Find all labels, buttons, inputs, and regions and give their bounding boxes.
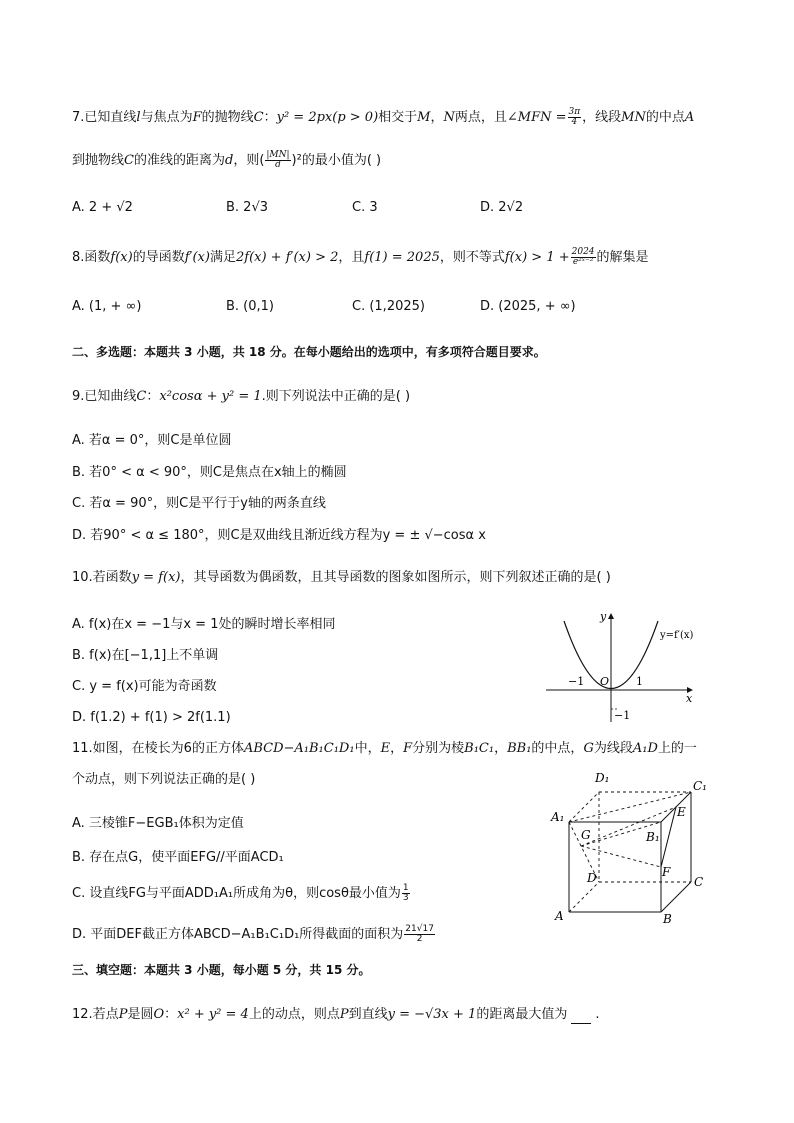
q8-text: ，且 bbox=[338, 250, 365, 265]
q7-text: )²的最小值为( ) bbox=[291, 153, 382, 168]
q8-text: 8.函数 bbox=[72, 250, 111, 265]
q9-text: .则下列说法中正确的是( ) bbox=[261, 389, 411, 404]
q12-math: y = −√3x + 1 bbox=[387, 1007, 477, 1022]
q10-option-c[interactable]: C. y = f(x)可能为奇函数 bbox=[72, 679, 217, 694]
q11-text: ， bbox=[390, 741, 404, 756]
q11-option-d[interactable] bbox=[72, 925, 436, 944]
q10-text: 10.若函数 bbox=[72, 570, 132, 585]
q7-text: 的准线的距离为 bbox=[133, 153, 225, 168]
tick-label-pos1: 1 bbox=[636, 675, 643, 688]
q12-stem bbox=[72, 1006, 599, 1024]
q12-math: O bbox=[153, 1007, 165, 1022]
q8-text: ，则不等式 bbox=[439, 250, 505, 265]
y-axis-label: y bbox=[600, 610, 607, 623]
q8-math: f(x) bbox=[110, 250, 133, 265]
q9-math: x²cosα + y² = 1 bbox=[159, 389, 262, 404]
q7-line2 bbox=[72, 151, 381, 170]
q12-math: x² + y² = 4 bbox=[177, 1007, 249, 1022]
q7-math: y² = 2px(p > 0) bbox=[276, 110, 379, 125]
q11-option-c[interactable] bbox=[72, 884, 411, 903]
origin-label: O bbox=[600, 675, 610, 688]
q7-line1 bbox=[72, 108, 694, 127]
q11-option-b[interactable]: B. 存在点G，使平面EFG//平面ACD₁ bbox=[72, 850, 284, 865]
label-a: A bbox=[555, 909, 564, 923]
tick-label-neg1: −1 bbox=[568, 675, 585, 688]
x-axis-label: x bbox=[686, 692, 693, 705]
q7-math: A bbox=[684, 110, 695, 125]
edge bbox=[661, 882, 691, 912]
q10-text: ，其导函数为偶函数，且其导函数的图象如图所示，则下列叙述正确的是( ) bbox=[180, 570, 611, 585]
q7-angle-fraction: $\frac{3\pi}{4}$ bbox=[568, 107, 581, 127]
q10-option-b[interactable]: B. f(x)在[−1,1]上不单调 bbox=[72, 648, 219, 663]
q11-math: B₁C₁ bbox=[464, 741, 495, 756]
q7-math: MN bbox=[621, 110, 646, 125]
q10-stem bbox=[72, 569, 611, 587]
segment-gf bbox=[581, 846, 661, 867]
q12-text: 上的动点，则点 bbox=[248, 1007, 340, 1022]
q7-text: ： bbox=[263, 110, 277, 125]
q12-answer-blank[interactable] bbox=[571, 1011, 591, 1024]
q9-option-d[interactable]: D. 若90° < α ≤ 180°，则C是双曲线且渐近线方程为y = ± √−cosα x bbox=[72, 528, 486, 543]
q7-math: F bbox=[192, 110, 202, 125]
q12-text: 到直线 bbox=[348, 1007, 388, 1022]
q9-option-a[interactable]: A. 若α = 0°，则C是单位圆 bbox=[72, 433, 232, 448]
q12-math: P bbox=[118, 1007, 128, 1022]
label-b1: B₁ bbox=[646, 830, 660, 844]
label-b: B bbox=[663, 912, 672, 926]
q9-stem bbox=[72, 388, 410, 406]
q11-math: ABCD−A₁B₁C₁D₁ bbox=[243, 741, 355, 756]
q11-text: ， bbox=[494, 741, 508, 756]
q7-text: 相交于 bbox=[378, 110, 418, 125]
q8-option-b[interactable]: B. (0,1) bbox=[226, 299, 275, 314]
q9-option-c[interactable]: C. 若α = 90°，则C是平行于y轴的两条直线 bbox=[72, 496, 326, 511]
q11-option-a[interactable]: A. 三棱锥F−EGB₁体积为定值 bbox=[72, 816, 244, 831]
q7-math: C bbox=[253, 110, 264, 125]
q8-math: f(1) = 2025 bbox=[364, 250, 440, 265]
q11-math: G bbox=[583, 741, 594, 756]
q7-math: l bbox=[136, 110, 141, 125]
q7-text: 7.已知直线 bbox=[72, 110, 137, 125]
q7-option-d[interactable]: D. 2√2 bbox=[480, 200, 524, 215]
q8-math: f′(x) bbox=[184, 250, 210, 265]
q7-math: d bbox=[224, 153, 234, 168]
segment-ge bbox=[581, 807, 676, 846]
q9-text: ： bbox=[146, 389, 160, 404]
q7-option-b[interactable]: B. 2√3 bbox=[226, 200, 269, 215]
q8-math: 2f(x) + f′(x) > 2 bbox=[235, 250, 339, 265]
q7-option-a[interactable]: A. 2 + √2 bbox=[72, 200, 133, 215]
hidden-edge bbox=[569, 792, 599, 822]
q7-math: C bbox=[124, 153, 134, 168]
q8-fraction: $\frac{2024}{\text{e²ˣ⁻²}}$ bbox=[571, 247, 595, 267]
section-3-header: 三、填空题：本题共 3 小题，每小题 5 分，共 15 分。 bbox=[72, 963, 371, 977]
q10-option-a[interactable]: A. f(x)在x = −1与x = 1处的瞬时增长率相同 bbox=[72, 617, 336, 632]
q8-text: 的导函数 bbox=[132, 250, 185, 265]
label-g: G bbox=[581, 828, 591, 842]
q7-text: 到抛物线 bbox=[72, 153, 125, 168]
q12-math: P bbox=[339, 1007, 349, 1022]
q11-math: E bbox=[380, 741, 391, 756]
q7-text: 两点，且 bbox=[454, 110, 507, 125]
q8-text: 的解集是 bbox=[596, 250, 649, 265]
q11-option-c-text: C. 设直线FG与平面ADD₁A₁所成角为θ，则cosθ最小值为 bbox=[72, 886, 401, 901]
q11-option-d-fraction: $\frac{21√17}{2}$ bbox=[405, 924, 434, 944]
tick-label-ymin: −1 bbox=[614, 709, 631, 722]
q7-math: M bbox=[417, 110, 431, 125]
q7-math: ∠MFN = bbox=[506, 110, 567, 125]
label-d1: D₁ bbox=[595, 771, 610, 785]
curve-label: y=f′(x) bbox=[660, 630, 694, 641]
q7-text: ， bbox=[430, 110, 444, 125]
q12-text: ： bbox=[164, 1007, 178, 1022]
q11-math: A₁D bbox=[632, 741, 658, 756]
q11-text: 分别为棱 bbox=[412, 741, 465, 756]
hidden-edge bbox=[569, 882, 599, 912]
q11-text: 中， bbox=[354, 741, 381, 756]
q10-math: y = f(x) bbox=[131, 570, 181, 585]
label-f: F bbox=[662, 865, 671, 879]
q12-text: 是圆 bbox=[127, 1007, 154, 1022]
q12-text: 12.若点 bbox=[72, 1007, 119, 1022]
q11-text: 为线段 bbox=[593, 741, 633, 756]
q11-text: 11.如图，在棱长为6的正方体 bbox=[72, 741, 244, 756]
q9-math: C bbox=[136, 389, 147, 404]
q12-text: 的距离最大值为 bbox=[476, 1007, 568, 1022]
q8-option-a[interactable]: A. (1, + ∞) bbox=[72, 299, 142, 314]
q11-text: 的中点， bbox=[531, 741, 584, 756]
q12-text: . bbox=[595, 1007, 600, 1022]
section-2-header: 二、多选题：本题共 3 小题，共 18 分。在每小题给出的选项中，有多项符合题目要求。 bbox=[72, 345, 546, 359]
q8-stem bbox=[72, 248, 649, 267]
q7-math: N bbox=[443, 110, 455, 125]
label-c: C bbox=[694, 875, 704, 889]
q7-text: 的中点 bbox=[645, 110, 685, 125]
q7-text: 与焦点为 bbox=[140, 110, 193, 125]
label-c1: C₁ bbox=[693, 779, 707, 793]
q9-text: 9.已知曲线 bbox=[72, 389, 137, 404]
q8-option-d[interactable]: D. (2025, + ∞) bbox=[480, 299, 576, 314]
q7-ratio-fraction: $\frac{|MN|}{d}$ bbox=[266, 150, 290, 170]
q10-option-d[interactable]: D. f(1.2) + f(1) > 2f(1.1) bbox=[72, 710, 231, 725]
q11-math: BB₁ bbox=[507, 741, 532, 756]
q7-text: ，则( bbox=[233, 153, 265, 168]
q11-option-c-fraction: $\frac{1}{3}$ bbox=[402, 883, 409, 903]
segment-ef bbox=[661, 807, 676, 867]
q11-line1 bbox=[72, 740, 697, 758]
q11-line2: 个动点，则下列说法正确的是( ) bbox=[72, 772, 256, 787]
q10-derivative-graph bbox=[540, 606, 710, 726]
q7-option-c[interactable]: C. 3 bbox=[352, 200, 378, 215]
q11-cube-diagram bbox=[545, 764, 720, 932]
label-e: E bbox=[677, 805, 686, 819]
q11-math: F bbox=[403, 741, 413, 756]
q7-text: ，线段 bbox=[582, 110, 622, 125]
q11-option-d-text: D. 平面DEF截正方体ABCD−A₁B₁C₁D₁所得截面的面积为 bbox=[72, 927, 404, 942]
label-a1: A₁ bbox=[551, 810, 565, 824]
label-d: D bbox=[587, 871, 597, 885]
q7-text: 的抛物线 bbox=[201, 110, 254, 125]
q8-text: 满足 bbox=[209, 250, 236, 265]
q11-text: 上的一 bbox=[657, 741, 697, 756]
q8-math: f(x) > 1 + bbox=[504, 250, 570, 265]
q8-option-c[interactable]: C. (1,2025) bbox=[352, 299, 425, 314]
q9-option-b[interactable]: B. 若0° < α < 90°，则C是焦点在x轴上的椭圆 bbox=[72, 465, 347, 480]
segment-a1c1 bbox=[569, 792, 691, 822]
